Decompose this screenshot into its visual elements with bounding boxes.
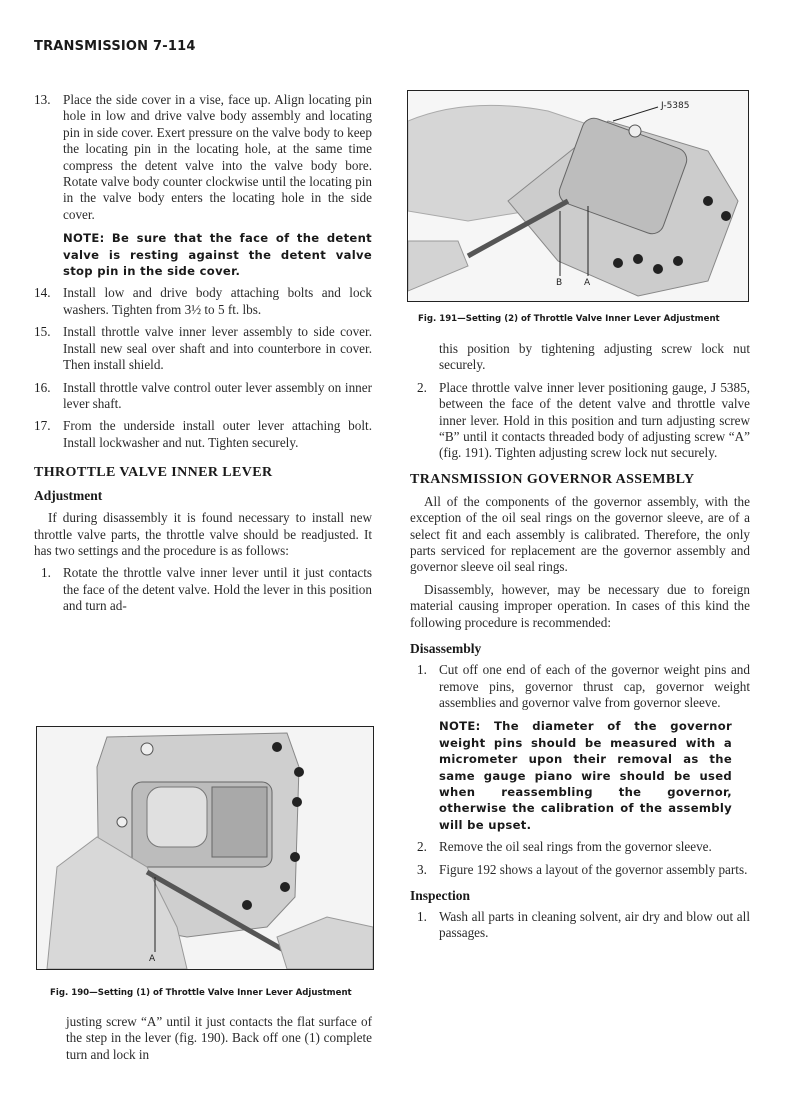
step-number: 14. [34, 285, 51, 301]
left-continuation-text: justing screw “A” until it just contacts the flat surface of the step in the lever (fig. 190). Back off one (1) complete turn and lock in [66, 1014, 372, 1062]
subsection-title-disassembly: Disassembly [410, 641, 482, 657]
step-number: 1. [417, 908, 427, 924]
valve-body-illustration-icon [37, 727, 373, 969]
step-13 [34, 92, 372, 223]
left-column-text [34, 92, 372, 621]
governor-paragraph-2: Disassembly, however, may be necessary due to foreign material causing improper operation. In cases of this kind the following procedure is recommended: [410, 581, 750, 630]
intro-paragraph: If during disassembly it is found necessary to install new throttle valve parts, the throttle valve should be readjusted. It has two settings and the procedure is as follows: [34, 510, 372, 558]
step-number: 1. [41, 565, 51, 581]
step-text: Figure 192 shows a layout of the governor assembly parts. [439, 861, 748, 877]
step-14 [34, 285, 372, 318]
step-text: Cut off one end of each of the governor weight pins and remove pins, governor thrust cap, governor weight assemblies and governor valve from governor sleeve. [439, 662, 750, 710]
step-text: Place throttle valve inner lever positioning gauge, J 5385, between the face of the detent valve and throttle valve inner lever. Hold in this position and turn adjusting screw “B” until it contacts threaded body of adjusting screw “A” (fig. 191). Tighten adjusting screw lock nut securely. [439, 379, 750, 461]
right-column-text [410, 341, 750, 948]
figure-190-image [36, 726, 374, 970]
step-number: 13. [34, 92, 51, 107]
step-text: Install throttle valve control outer lever assembly on inner lever shaft. [63, 379, 372, 411]
step-text: From the underside install outer lever attaching bolt. Install lockwasher and nut. Tighten securely. [63, 418, 372, 450]
figure-190-caption: Fig. 190—Setting (1) of Throttle Valve Inner Lever Adjustment [50, 988, 352, 998]
step-text: Place the side cover in a vise, face up. Align locating pin hole in low and drive valve body assembly and locating pin in side cover. Exert pressure on the valve body to keep the locating pin in the locating hole, at the same time compress the detent valve into the valve body bore. Rotate valve body counter clockwise until the locating pin in the valve body enters the locating hole in the side cover. [63, 92, 372, 222]
note-governor-pins: NOTE: The diameter of the governor weight pins should be measured with a micrometer upon their removal as the same gauge piano wire should be used when reassembling the governor, otherwise the calibration of the assembly will be upset. [439, 719, 732, 832]
step-number: 2. [417, 839, 427, 855]
step-text: Remove the oil seal rings from the governor sleeve. [439, 839, 712, 855]
figure-191-label-tool: J-5385 [661, 101, 690, 111]
step-number: 17. [34, 418, 51, 434]
disassembly-step-1 [410, 662, 750, 711]
figure-191-label-a: A [584, 278, 591, 288]
step-number: 2. [417, 379, 427, 395]
section-title-governor: TRANSMISSION GOVERNOR ASSEMBLY [410, 471, 695, 487]
subsection-title-adjustment: Adjustment [34, 488, 103, 504]
step-17 [34, 418, 372, 451]
inspection-step-1 [410, 909, 750, 942]
disassembly-step-2 [410, 839, 750, 855]
note-detent-valve: NOTE: Be sure that the face of the detent valve is resting against the detent valve stop pin in the side cover. [63, 231, 372, 279]
disassembly-step-3 [410, 862, 750, 878]
step-16 [34, 380, 372, 413]
subsection-title-inspection: Inspection [410, 887, 471, 903]
section-title-throttle-valve: THROTTLE VALVE INNER LEVER [34, 465, 273, 481]
step-text: Install low and drive body attaching bolts and lock washers. Tighten from 3½ to 5 ft. lbs. [63, 285, 372, 317]
step-text: Install throttle valve inner lever assembly to side cover. Install new seal over shaft and into counterbore in cover. Then install shield. [63, 324, 372, 373]
right-continuation-text: this position by tightening adjusting screw lock nut securely. [439, 341, 750, 373]
step-number: 15. [34, 324, 51, 340]
step-15 [34, 324, 372, 373]
step-number: 16. [34, 379, 51, 395]
step-number: 3. [417, 861, 427, 877]
adjust-step-1 [34, 565, 372, 614]
figure-191-image [407, 90, 749, 302]
gauge-illustration-icon [408, 91, 748, 301]
figure-191-caption: Fig. 191—Setting (2) of Throttle Valve Inner Lever Adjustment [418, 314, 720, 324]
governor-paragraph-1: All of the components of the governor assembly, with the exception of the oil seal rings on the governor sleeve, are of a select fit and each assembly is calibrated. Therefore, the only parts serviced for replacement are the governor assembly and governor sleeve oil seal rings. [410, 493, 750, 575]
step-text: Wash all parts in cleaning solvent, air dry and blow out all passages. [439, 908, 750, 941]
step-text: Rotate the throttle valve inner lever until it just contacts the face of the detent valve. Hold the lever in this position and turn ad- [63, 565, 372, 614]
adjust-step-2 [410, 380, 750, 462]
step-number: 1. [417, 662, 427, 678]
page-header: TRANSMISSION 7-114 [34, 39, 196, 54]
figure-191-label-b: B [556, 278, 563, 288]
figure-190-label-a: A [149, 954, 156, 964]
